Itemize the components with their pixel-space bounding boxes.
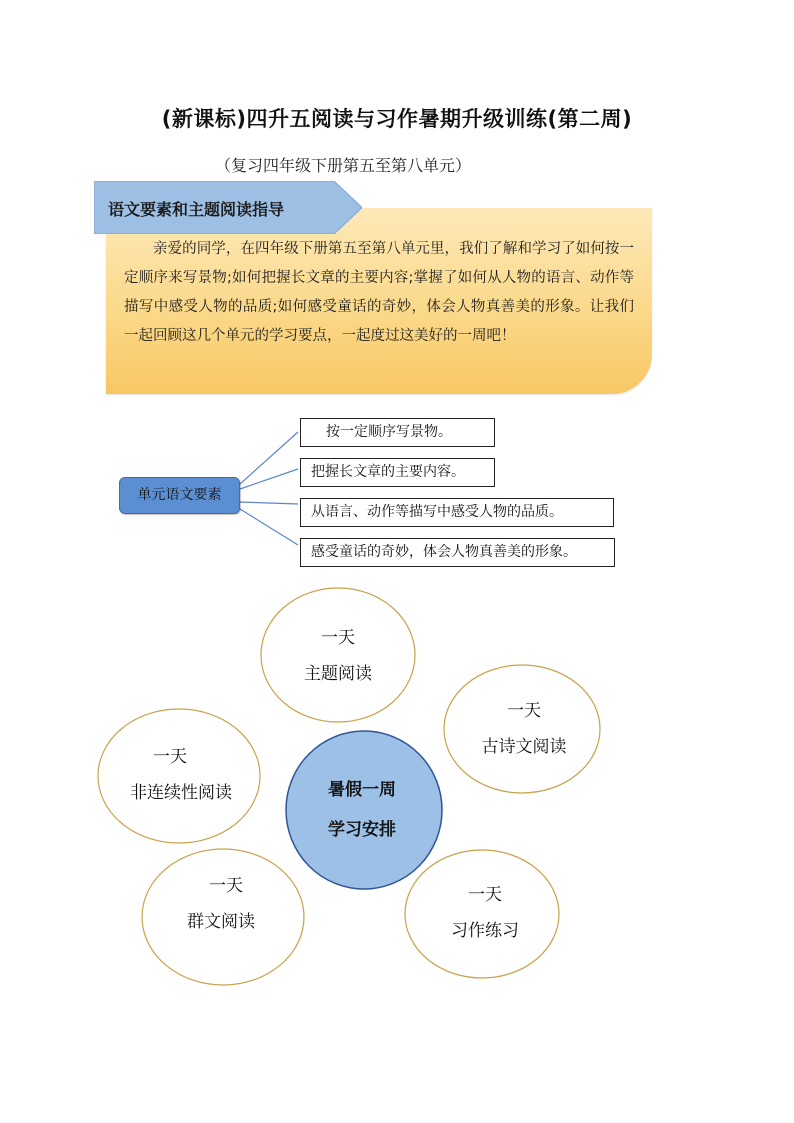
banner-label: 语文要素和主题阅读指导	[108, 200, 285, 219]
goal-box-1: 按一定顺序写景物。	[300, 418, 495, 447]
day-label-writing: 一天 习作练习	[451, 885, 519, 941]
unit-elements-node: 单元语文要素	[119, 477, 240, 514]
intro-paragraph: 亲爱的同学，在四年级下册第五至第八单元里，我们了解和学习了如何按一定顺序来写景物;如何把握长文章的主要内容;掌握了如何从人物的语言、动作等描写中感受人物的品质;如何感受童话的奇妙，体会人物真善美的形象。让我们一起回顾这几个单元的学习要点，一起度过这美好的一周吧！	[124, 241, 634, 344]
goal-box-2: 把握长文章的主要内容。	[300, 458, 495, 487]
day-label-classical: 一天 古诗文阅读	[481, 701, 567, 757]
day-label-noncontinuous: 一天 非连续性阅读	[130, 747, 232, 803]
goal-box-3: 从语言、动作等描写中感受人物的品质。	[300, 498, 614, 527]
day-label-thematic: 一天 主题阅读	[304, 628, 372, 684]
day-label-group: 一天 群文阅读	[187, 876, 255, 932]
document-subtitle: （复习四年级下册第五至第八单元）	[215, 156, 472, 175]
center-label: 暑假一周 学习安排	[328, 780, 396, 840]
document-title: (新课标)四升五阅读与习作暑期升级训练(第二周)	[161, 107, 633, 131]
goal-box-4: 感受童话的奇妙，体会人物真善美的形象。	[300, 538, 615, 567]
